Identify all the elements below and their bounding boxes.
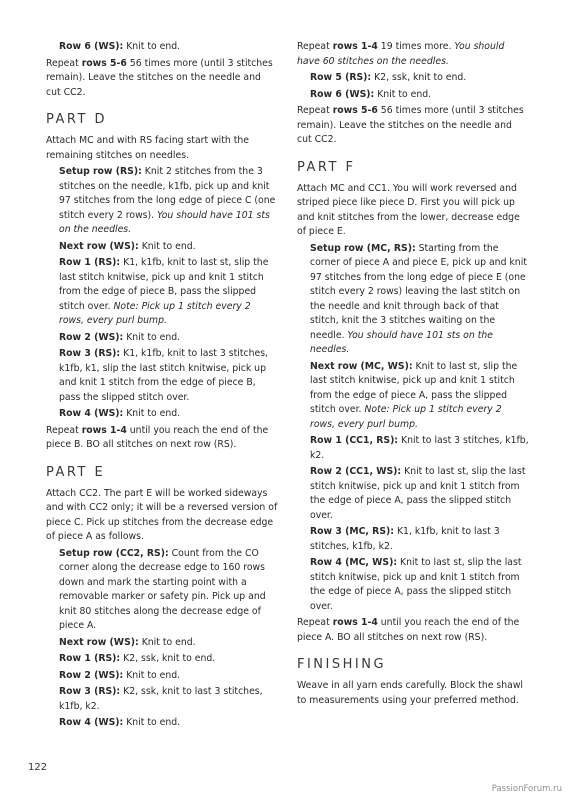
heading-part-d: PART D xyxy=(46,112,108,127)
part-f-row-1: Row 1 (CC1, RS): Knit to last 3 stitches, k1fb, k2. xyxy=(310,435,529,461)
part-d-row-1: Row 1 (RS): K1, k1fb, knit to last st, slip the last stitch knitwise, pick up and knit 1 stitch from the edge of piece B, pass the slipped stitch over. Note: Pick up 1 stitch every 2 rows, every purl bump. xyxy=(59,257,269,326)
part-e-row-1: Row 1 (RS): K2, ssk, knit to end. xyxy=(59,653,216,664)
heading-part-f: PART F xyxy=(297,159,356,175)
part-e-next-row: Next row (WS): Knit to end. xyxy=(59,636,196,648)
part-e-row-4: Row 4 (WS): Knit to end. xyxy=(59,717,181,728)
part-f-setup-row: Setup row (MC, RS): Starting from the corner of piece A and piece E, pick up and knit 97 stitches from the long edge of piece E (one stitch every 2 rows) leaving the last stitch on the needle and knit through back of that stitch, knit the 3 stitches waiting on the needle. You should have 101 sts on the needles. xyxy=(310,242,527,355)
finishing-text: Weave in all yarn ends carefully. Block the shawl to measurements using your preferred method. xyxy=(297,680,524,706)
part-d-row-4: Row 4 (WS): Knit to end. xyxy=(59,408,181,419)
part-e-row-2: Row 2 (WS): Knit to end. xyxy=(59,669,181,681)
watermark: PassionForum.ru xyxy=(491,784,562,794)
part-e-repeat-1-4: Repeat rows 1-4 19 times more. You should have 60 stitches on the needles. xyxy=(297,41,505,67)
part-d-intro: Attach MC and with RS facing start with the remaining stitches on needles. xyxy=(46,135,250,161)
heading-part-e: PART E xyxy=(46,464,106,480)
page-number: 122 xyxy=(28,762,48,773)
part-f-row-4: Row 4 (MC, WS): Knit to last st, slip the last stitch knitwise, pick up and knit 1 stitch from the edge of piece A, pass the slipped stitch over. xyxy=(310,557,522,612)
part-d-row-3: Row 3 (RS): K1, k1fb, knit to last 3 stitches, k1fb, k1, slip the last stitch knitwise, pick up and knit 1 stitch from the edge of piece B, pass the slipped stitch over. xyxy=(59,348,268,403)
part-d-next-row: Next row (WS): Knit to end. xyxy=(59,240,196,252)
part-d-repeat: Repeat rows 1-4 until you reach the end of the piece B. BO all stitches on next row (RS). xyxy=(46,424,269,450)
part-f-intro: Attach MC and CC1. You will work reversed and striped piece like piece D. First you will pick up and knit stitches from the lower, decrease edge of piece E. xyxy=(297,182,520,237)
part-e-row-3: Row 3 (RS): K2, ssk, knit to last 3 stitches, k1fb, k2. xyxy=(59,686,263,712)
part-d-setup-row: Setup row (RS): Knit 2 stitches from the 3 stitches on the needle, k1fb, pick up and knit 97 stitches from the long edge of piece C (one stitch every 2 rows). You should have 101 sts on the needles. xyxy=(59,166,276,235)
part-e-intro: Attach CC2. The part E will be worked sideways and with CC2 only; it will be a reversed version of piece C. Pick up stitches from the decrease edge of piece A as follows. xyxy=(46,487,278,542)
part-f-next-row: Next row (MC, WS): Knit to last st, slip the last stitch knitwise, pick up and knit 1 stitch from the edge of piece A, pass the slipped stitch over. Note: Pick up 1 stitch every 2 rows, every purl bump. xyxy=(310,360,518,430)
part-e-row-5: Row 5 (RS): K2, ssk, knit to end. xyxy=(310,72,467,83)
part-f-row-2: Row 2 (CC1, WS): Knit to last st, slip the last stitch knitwise, pick up and knit 1 stitch from the edge of piece A, pass the slipped stitch over. xyxy=(310,466,526,521)
right-column xyxy=(297,40,529,710)
left-column xyxy=(46,40,278,733)
repeat-instruction: Repeat rows 5-6 56 times more (until 3 stitches remain). Leave the stitches on the needle and cut CC2. xyxy=(46,57,273,98)
part-e-row-6: Row 6 (WS): Knit to end. xyxy=(310,88,432,100)
part-d-row-2: Row 2 (WS): Knit to end. xyxy=(59,331,181,343)
part-f-row-3: Row 3 (MC, RS): K1, k1fb, knit to last 3 stitches, k1fb, k2. xyxy=(310,526,500,552)
part-f-repeat: Repeat rows 1-4 until you reach the end of the piece A. BO all stitches on next row (RS). xyxy=(297,617,520,643)
part-e-setup-row: Setup row (CC2, RS): Count from the CO corner along the decrease edge to 160 rows down and mark the starting point with a removable marker or safety pin. Pick up and knit 80 stitches along the decrease edge of piece A. xyxy=(59,547,266,631)
part-e-repeat-5-6: Repeat rows 5-6 56 times more (until 3 stitches remain). Leave the stitches on the needle and cut CC2. xyxy=(297,105,524,145)
heading-finishing: FINISHING xyxy=(297,657,387,672)
instruction-row-6: Row 6 (WS): Knit to end. xyxy=(59,41,181,52)
